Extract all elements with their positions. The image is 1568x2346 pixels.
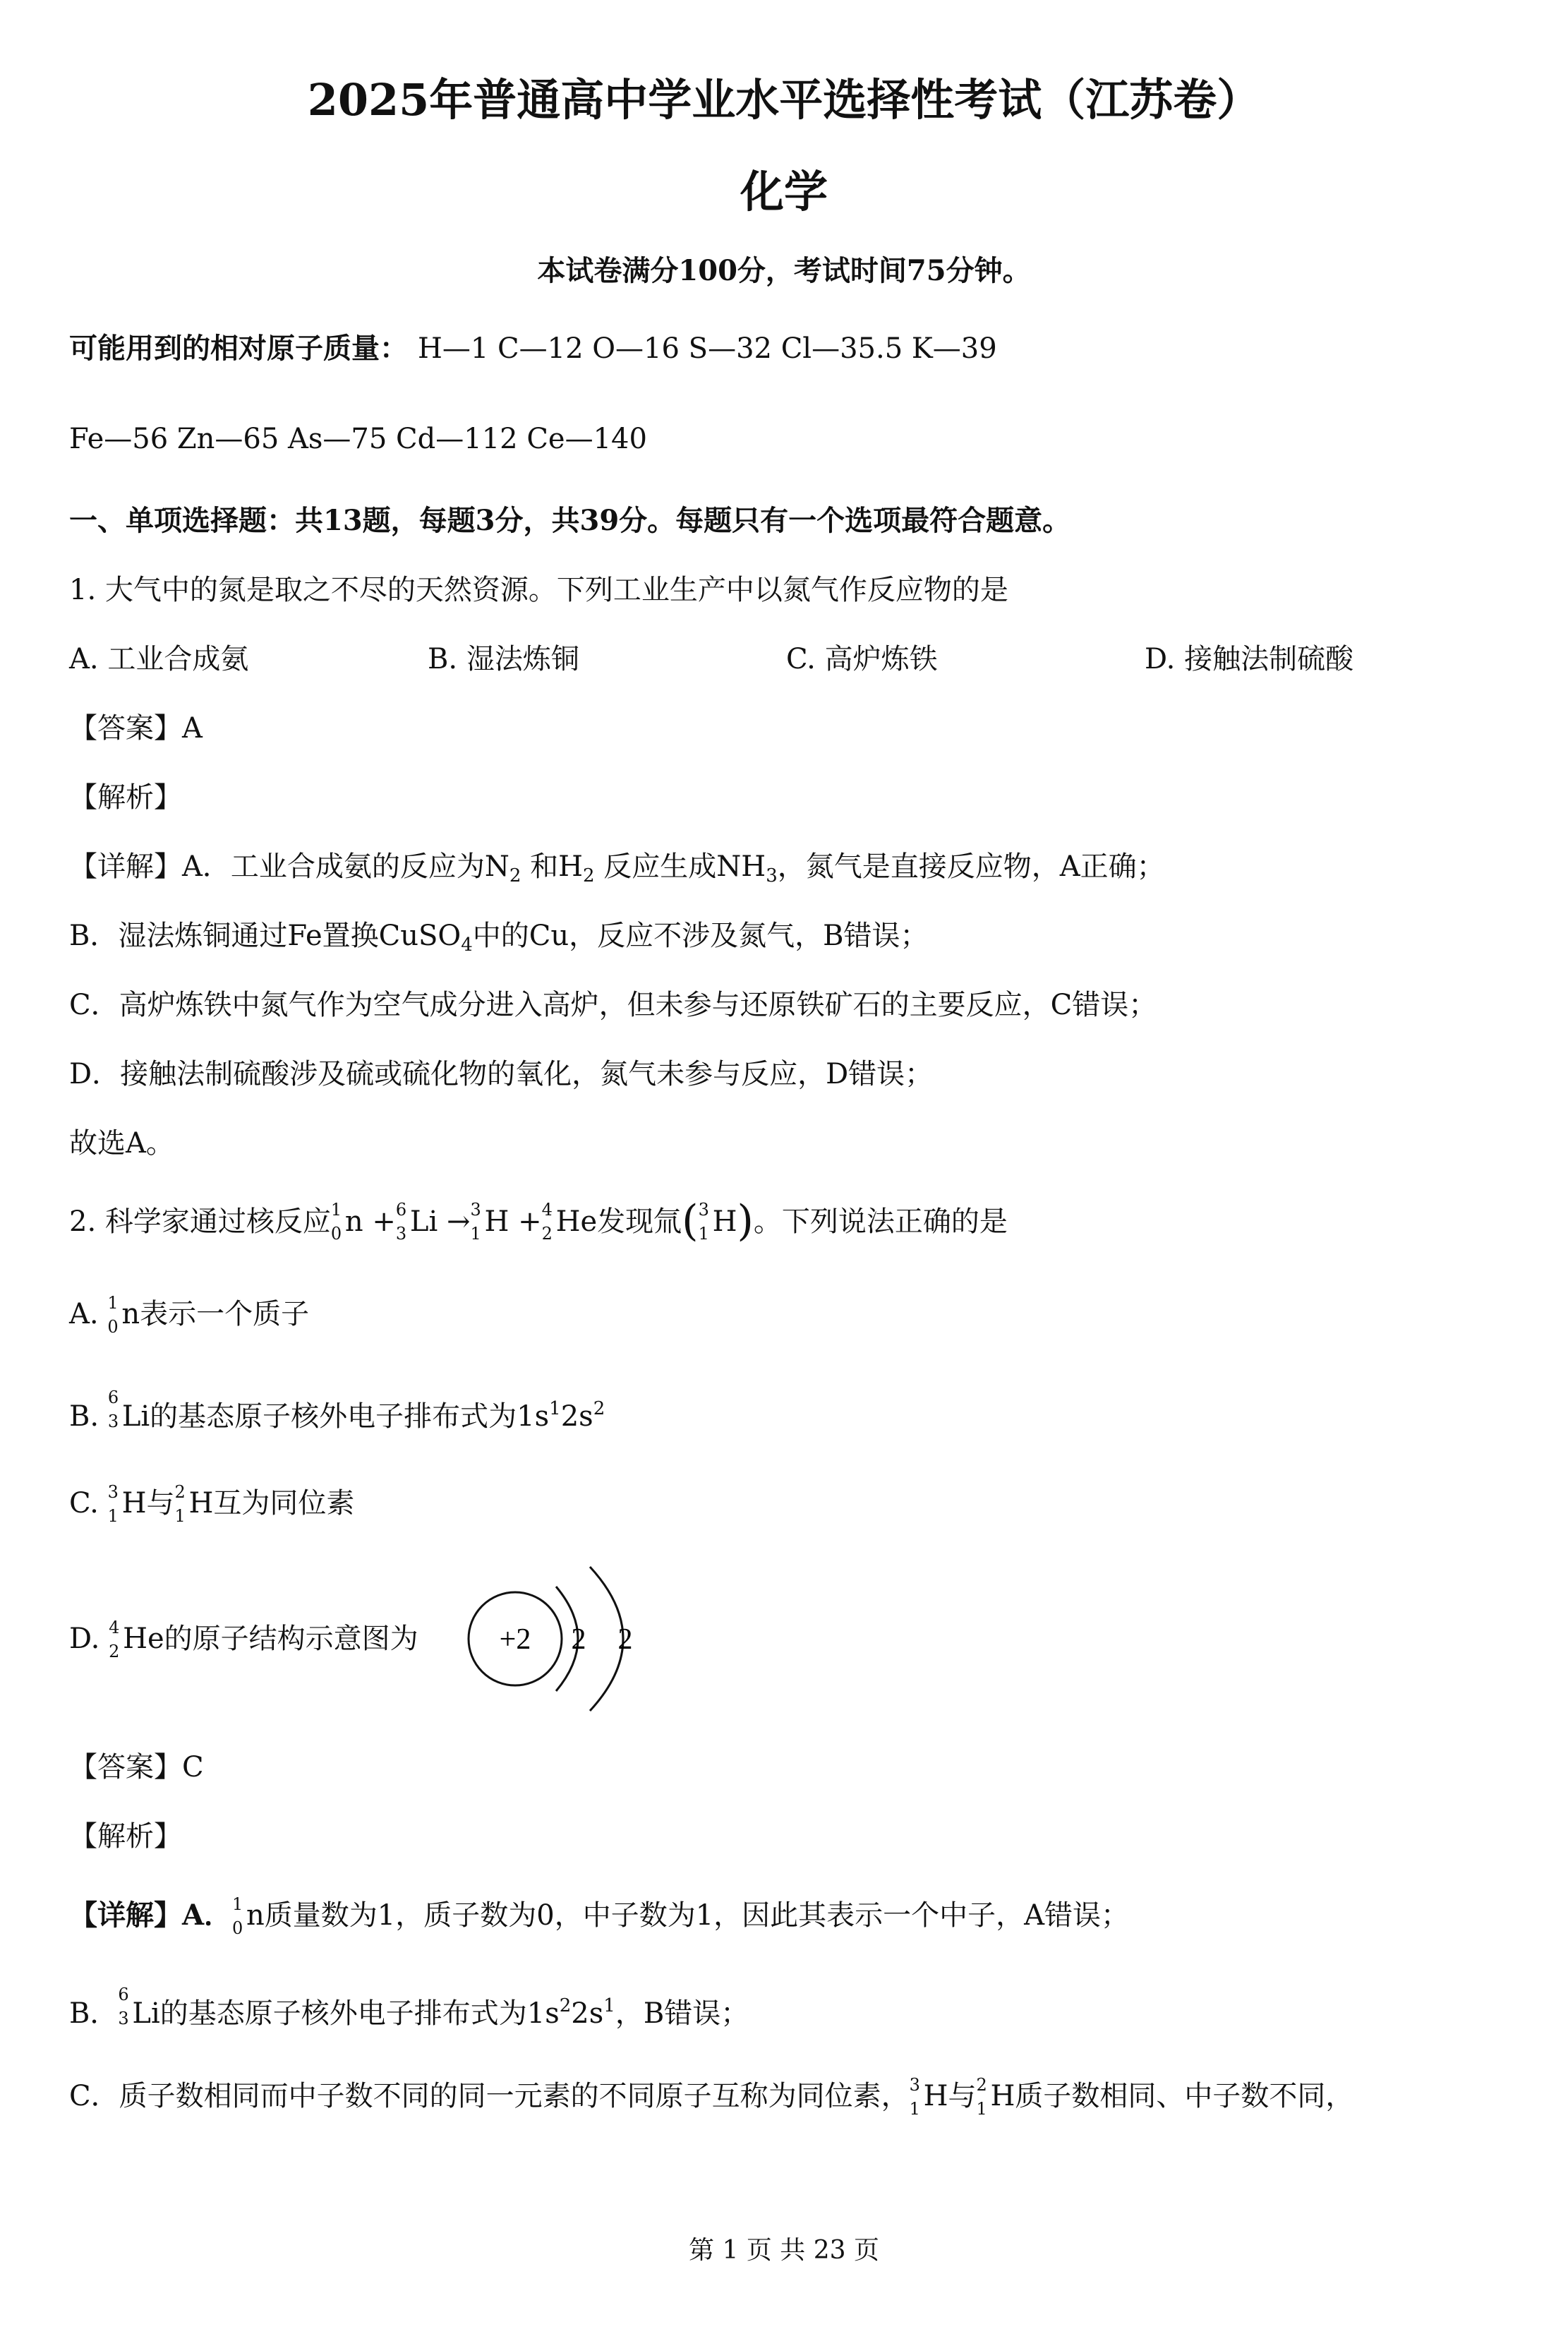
q2-stem-text-2: 发现氚 <box>597 1205 682 1238</box>
q1-detail-b-text: B．湿法炼铜通过Fe置换CuSO <box>69 920 462 952</box>
q2-stem-text: 2. 科学家通过核反应 <box>69 1205 331 1238</box>
q1-detail-a-text-2: 和H <box>521 850 584 883</box>
q2-option-d-label: D. <box>69 1623 100 1655</box>
q2-option-c-label: C. <box>69 1487 99 1520</box>
q1-answer: 【答案】A <box>69 712 203 745</box>
q2-detail-b-text-2: ，B错误； <box>615 1997 749 2030</box>
q1-option-c: C. 高炉炼铁 <box>786 643 938 675</box>
q2-option-b: B. 6 3 Li的基态原子核外电子排布式为$1s^12s^2$ <box>69 1388 605 1433</box>
q1-detail-a-text: 【详解】A．工业合成氨的反应为N <box>69 850 509 883</box>
q2-detail-c: C．质子数相同而中子数不同的同一元素的不同原子互称为同位素， 3 1 H与 2 1 H质子数相同、中子数不同， <box>69 2075 1354 2119</box>
q2-option-c-text: H与 <box>121 1487 175 1520</box>
q2-detail-a-label: 【详解】A． <box>69 1899 233 1932</box>
atomic-mass-line-1 <box>69 332 997 366</box>
q2-detail-c-text-3: H质子数相同、中子数不同， <box>990 2080 1354 2112</box>
q2-detail-a-text: n质量数为1，质子数为0，中子数为1，因此其表示一个中子，A错误； <box>246 1899 1130 1932</box>
q2-answer: 【答案】C <box>69 1751 204 1783</box>
q1-detail-b-text-2: 中的Cu，反应不涉及氮气，B错误； <box>472 920 929 952</box>
q1-option-d: D. 接触法制硫酸 <box>1145 643 1354 675</box>
q2-option-d-text: He的原子结构示意图为 <box>123 1623 418 1655</box>
q1-detail-a-text-4: ，氮气是直接反应物，A正确； <box>777 850 1165 883</box>
atomic-mass-label: 可能用到的相对原子质量： <box>69 332 408 365</box>
q1-detail-d: D．接触法制硫酸涉及硫或硫化物的氧化，氮气未参与反应，D错误； <box>69 1058 934 1090</box>
exam-info: 本试卷满分100分，考试时间75分钟。 <box>537 254 1031 287</box>
q1-detail-a-text-3: 反应生成NH <box>594 850 766 883</box>
electron-shell-2-count: 2 <box>617 1623 633 1656</box>
page-footer: 第 1 页 共 23 页 <box>689 2236 879 2265</box>
nucleus-charge: +2 <box>499 1623 531 1656</box>
q2-detail-c-text-2: H与 <box>923 2080 977 2112</box>
exam-title: 2025年普通高中学业水平选择性考试（江苏卷） <box>307 74 1261 126</box>
q2-detail-c-text: C．质子数相同而中子数不同的同一元素的不同原子互称为同位素， <box>69 2080 910 2112</box>
q2-option-c: C. 3 1 H与 2 1 H互为同位素 <box>69 1482 355 1526</box>
q2-analysis-label: 【解析】 <box>69 1820 182 1853</box>
q2-detail-b: B． 6 3 Li的基态原子核外电子排布式为$1s^22s^1$，B错误； <box>69 1985 749 2030</box>
q2-option-d: D. 4 2 He的原子结构示意图为 <box>69 1618 418 1661</box>
subject-title: 化学 <box>740 166 828 217</box>
q2-detail-b-text: Li的基态原子核外电子排布式为1s <box>132 1997 560 2030</box>
electron-shell-1-count: 2 <box>571 1623 586 1656</box>
section-heading: 一、单项选择题：共13题，每题3分，共39分。每题只有一个选项最符合题意。 <box>69 504 1071 537</box>
atomic-mass-values-1: H—1 C—12 O—16 S—32 Cl—35.5 K—39 <box>418 332 997 365</box>
q1-option-b: B. 湿法炼铜 <box>428 643 579 675</box>
q2-option-a: A. 1 0 n表示一个质子 <box>69 1293 310 1337</box>
nuclear-reaction-equation: 1 0 n + 6 3 Li → 3 1 H + 4 2 He <box>330 1200 598 1244</box>
q1-detail-c: C．高炉炼铁中氮气作为空气成分进入高炉，但未参与还原铁矿石的主要反应，C错误； <box>69 989 1157 1021</box>
q1-stem: 1. 大气中的氮是取之不尽的天然资源。下列工业生产中以氮气作反应物的是 <box>69 574 1008 606</box>
q2-option-a-text: n表示一个质子 <box>121 1298 310 1330</box>
q2-stem: 2. 科学家通过核反应 1 0 n + 6 3 Li → 3 1 H + 4 2 He发现氚( 3 1 H)。下列说法正确的是 <box>69 1196 1008 1246</box>
q1-conclusion: 故选A。 <box>69 1127 174 1160</box>
q2-detail-b-label: B． <box>69 1997 119 2030</box>
q2-option-b-label: B. <box>69 1400 99 1433</box>
q2-option-a-label: A. <box>69 1298 99 1330</box>
q2-option-c-text-2: H互为同位素 <box>188 1487 355 1520</box>
q2-detail-a: 【详解】A． 1 0 n质量数为1，质子数为0，中子数为1，因此其表示一个中子，A错误； <box>69 1894 1130 1938</box>
q2-option-b-text: Li的基态原子核外电子排布式为1s <box>121 1400 550 1433</box>
q2-stem-text-3: 。下列说法正确的是 <box>753 1205 1008 1238</box>
q1-option-a: A. 工业合成氨 <box>69 643 249 675</box>
atomic-mass-values-2: Fe—56 Zn—65 As—75 Cd—112 Ce—140 <box>69 423 647 455</box>
q1-detail-a: 【详解】A．工业合成氨的反应为$N_2$ 和$H_2$ 反应生成$NH_3$，氮气是直接反应物，A正确； <box>69 850 1165 886</box>
q1-detail-b: B．湿法炼铜通过Fe置换CuSO$_4$中的Cu，反应不涉及氮气，B错误； <box>69 920 929 956</box>
atomic-structure-diagram <box>452 1553 663 1722</box>
q1-analysis-label: 【解析】 <box>69 781 182 814</box>
